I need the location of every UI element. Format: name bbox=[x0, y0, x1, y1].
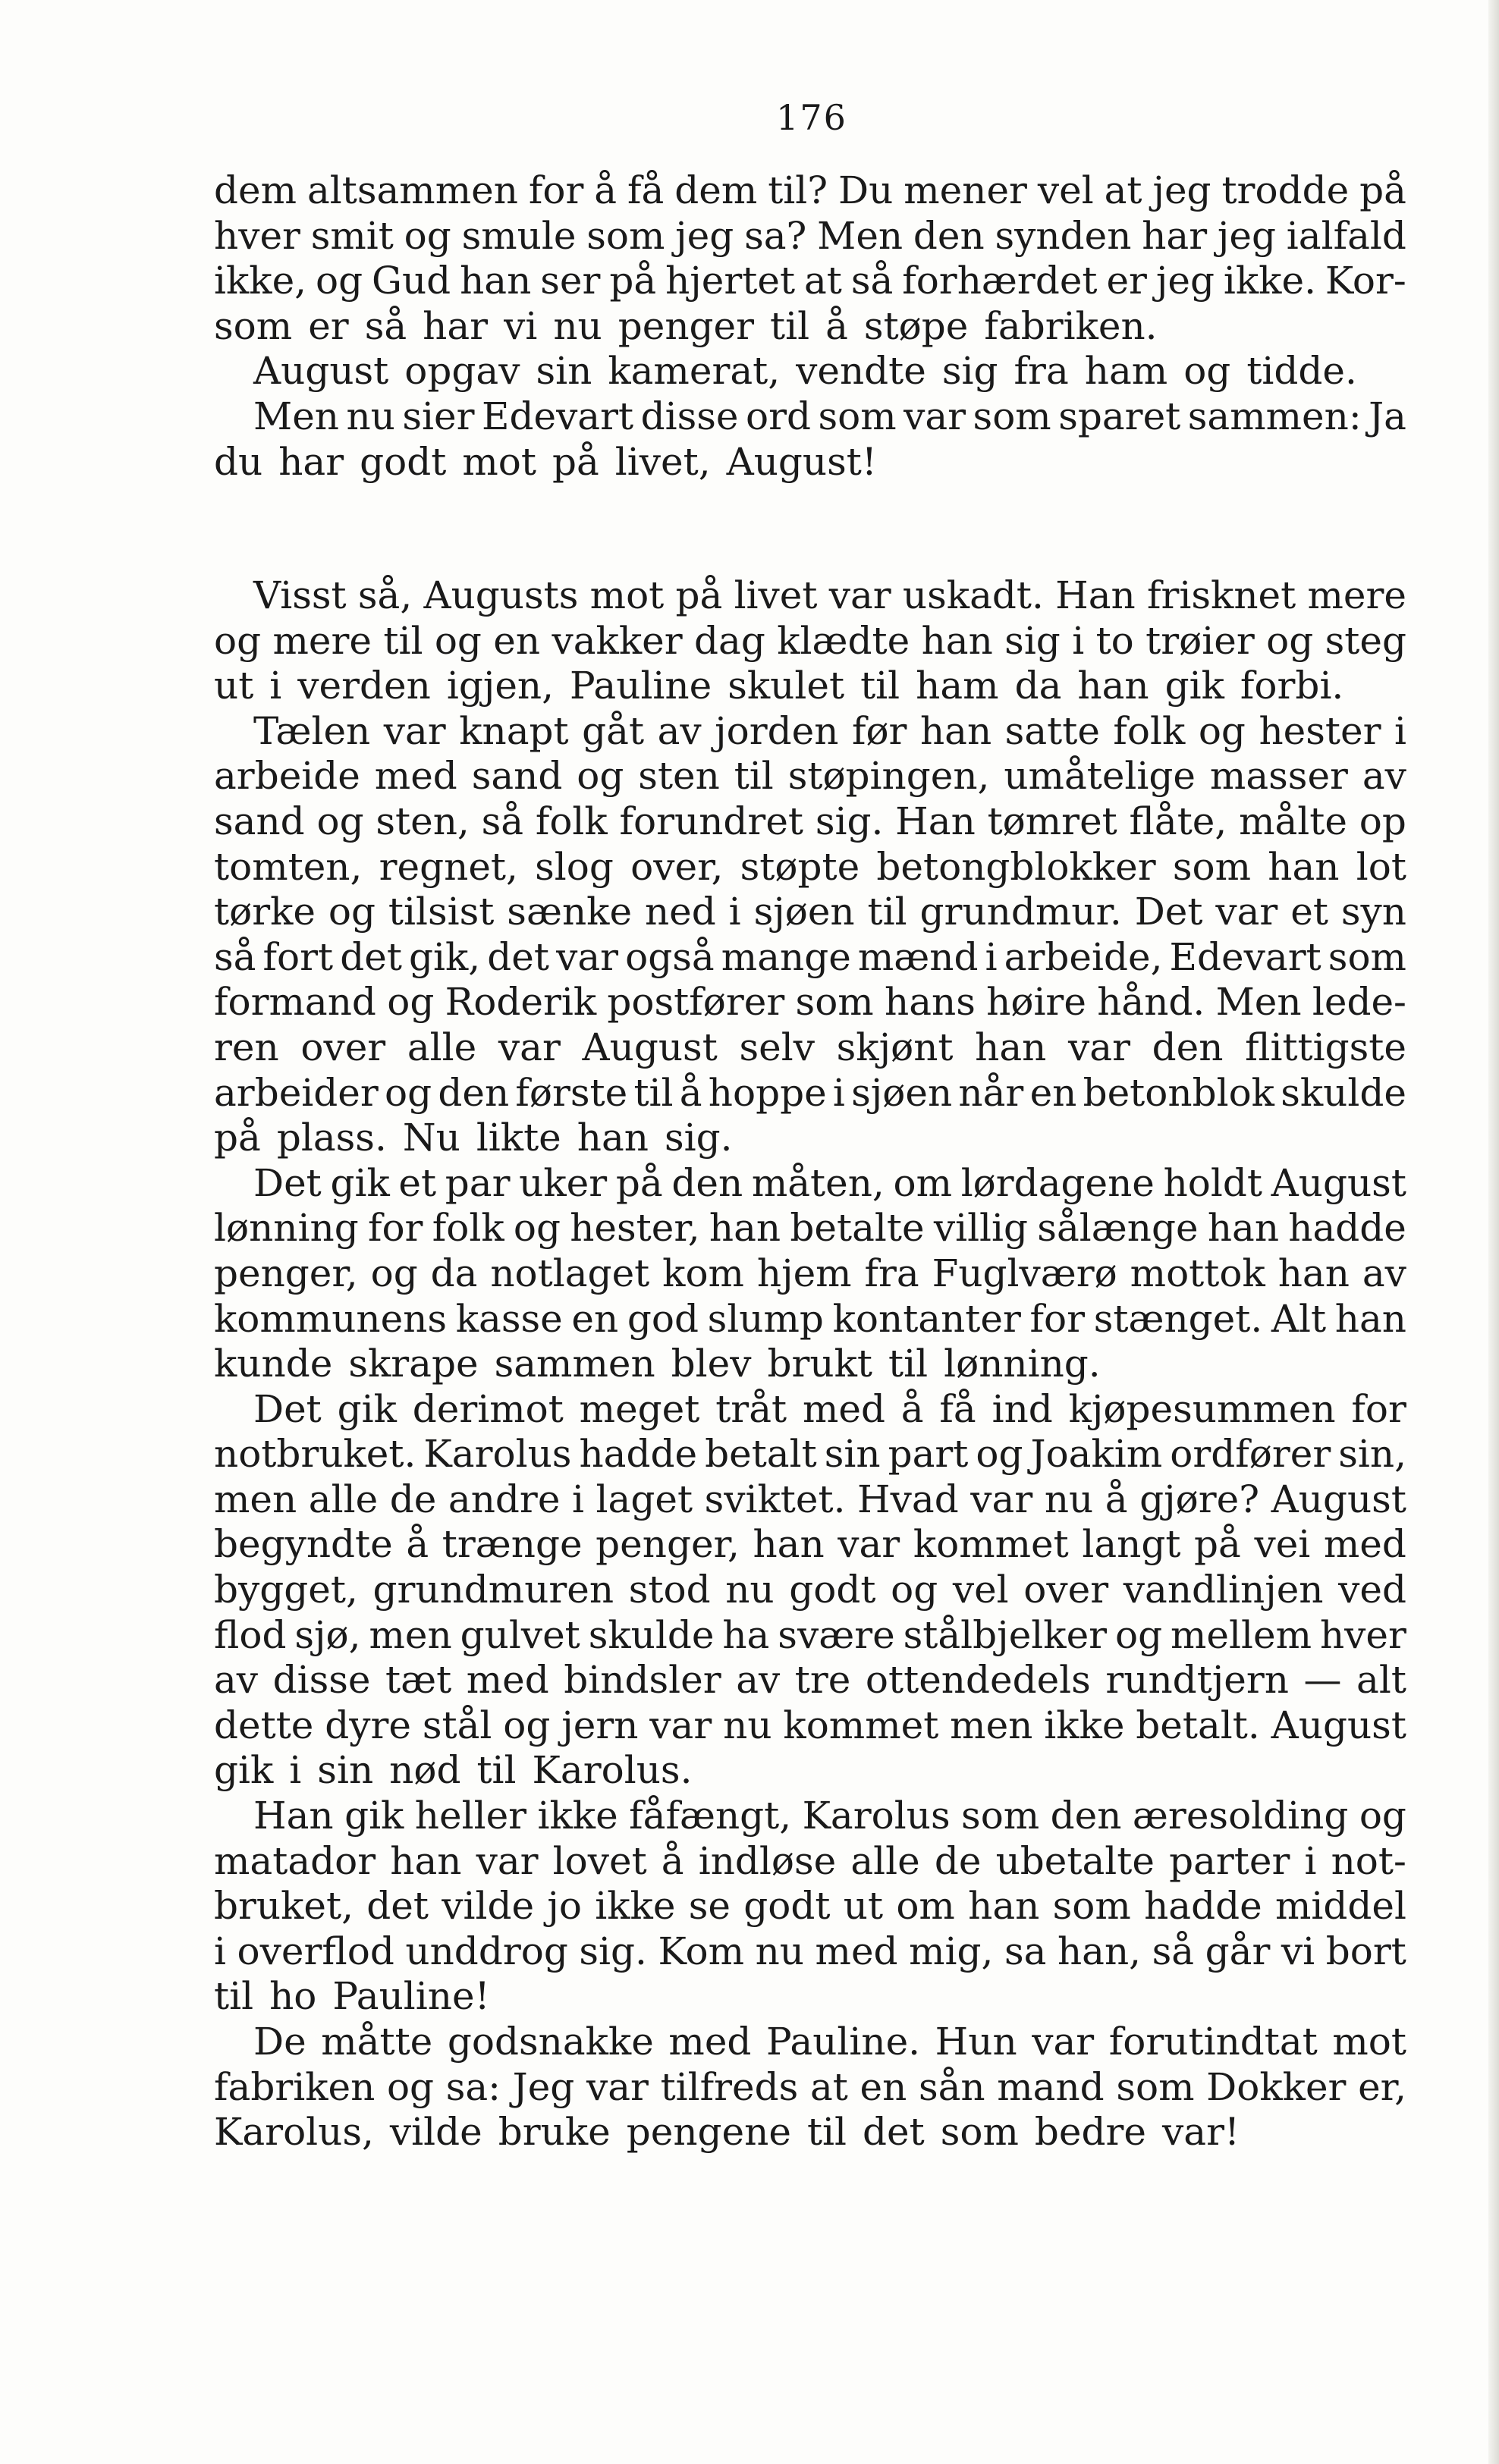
text-line: ren over alle var August selv skjønt han var den flittigste bbox=[214, 1025, 1406, 1069]
text-line: bygget, grundmuren stod nu godt og vel over vandlinjen ved bbox=[214, 1568, 1406, 1612]
text-line: Tælen var knapt gåt av jorden før han satte folk og hester i bbox=[253, 708, 1406, 753]
text-line: dem altsammen for å få dem til? Du mener vel at jeg trodde på bbox=[214, 168, 1406, 212]
text-line: ikke, og Gud han ser på hjertet at så forhærdet er jeg ikke. Kor- bbox=[214, 259, 1406, 303]
text-line: gik i sin nød til Karolus. bbox=[214, 1748, 693, 1793]
text-line: arbeider og den første til å hoppe i sjøen når en betonblok skulde bbox=[214, 1070, 1406, 1115]
text-line: men alle de andre i laget sviktet. Hvad var nu å gjøre? August bbox=[214, 1477, 1406, 1521]
text-line: begyndte å trænge penger, han var kommet langt på vei med bbox=[214, 1522, 1406, 1567]
text-line: dette dyre stål og jern var nu kommet men ikke betalt. August bbox=[214, 1703, 1406, 1747]
text-line: i overflod unddrog sig. Kom nu med mig, sa han, så går vi bort bbox=[214, 1929, 1406, 1973]
text-line: Det gik derimot meget tråt med å få ind kjøpesummen for bbox=[253, 1386, 1406, 1431]
text-line: til ho Pauline! bbox=[214, 1974, 490, 2019]
text-line: Han gik heller ikke fåfængt, Karolus som den æresolding og bbox=[253, 1794, 1406, 1838]
text-line: bruket, det vilde jo ikke se godt ut om han som hadde middel bbox=[214, 1884, 1406, 1929]
text-line: av disse tæt med bindsler av tre ottendedels rundtjern — alt bbox=[214, 1658, 1406, 1703]
page-number: 176 bbox=[776, 97, 847, 138]
text-line: flod sjø, men gulvet skulde ha svære stålbjelker og mellem hver bbox=[214, 1612, 1406, 1657]
text-section-2 bbox=[214, 573, 1406, 2155]
text-line: fabriken og sa: Jeg var tilfreds at en sån mand som Dokker er, bbox=[214, 2064, 1406, 2109]
text-line: August opgav sin kamerat, vendte sig fra ham og tidde. bbox=[253, 349, 1357, 394]
text-line: så fort det gik, det var også mange mænd i arbeide, Edevart som bbox=[214, 934, 1406, 979]
text-line: penger, og da notlaget kom hjem fra Fuglværø mottok han av bbox=[214, 1251, 1406, 1295]
text-line: ut i verden igjen, Pauline skulet til ham da han gik forbi. bbox=[214, 664, 1344, 708]
text-line: notbruket. Karolus hadde betalt sin part og Joakim ordfører sin, bbox=[214, 1432, 1406, 1477]
text-line: Men nu sier Edevart disse ord som var som sparet sammen: Ja bbox=[253, 394, 1406, 438]
text-line: tørke og tilsist sænke ned i sjøen til grundmur. Det var et syn bbox=[214, 890, 1406, 934]
text-line: kommunens kasse en god slump kontanter for stænget. Alt han bbox=[214, 1296, 1406, 1341]
text-section-1 bbox=[214, 168, 1406, 485]
text-line: arbeide med sand og sten til støpingen, umåtelige masser av bbox=[214, 754, 1406, 799]
text-line: på plass. Nu likte han sig. bbox=[214, 1116, 733, 1160]
text-line: kunde skrape sammen blev brukt til lønning. bbox=[214, 1342, 1101, 1386]
text-line: hver smit og smule som jeg sa? Men den synden har jeg ialfald bbox=[214, 213, 1406, 258]
text-line: formand og Roderik postfører som hans høire hånd. Men lede- bbox=[214, 980, 1406, 1025]
text-line: Karolus, vilde bruke pengene til det som bedre var! bbox=[214, 2110, 1240, 2155]
text-line: matador han var lovet å indløse alle de ubetalte parter i not- bbox=[214, 1838, 1406, 1883]
text-line: De måtte godsnakke med Pauline. Hun var forutindtat mot bbox=[253, 2020, 1406, 2064]
text-line: tomten, regnet, slog over, støpte betongblokker som han lot bbox=[214, 844, 1406, 889]
page-edge bbox=[1488, 0, 1499, 2464]
text-line: sand og sten, så folk forundret sig. Han tømret flåte, målte op bbox=[214, 799, 1406, 843]
text-line: Det gik et par uker på den måten, om lørdagene holdt August bbox=[253, 1160, 1406, 1205]
text-line: som er så har vi nu penger til å støpe fabriken. bbox=[214, 303, 1158, 348]
text-line: Visst så, Augusts mot på livet var uskadt. Han frisknet mere bbox=[253, 573, 1406, 617]
text-line: du har godt mot på livet, August! bbox=[214, 439, 877, 484]
text-line: lønning for folk og hester, han betalte villig sålænge han hadde bbox=[214, 1206, 1406, 1251]
text-line: og mere til og en vakker dag klædte han sig i to trøier og steg bbox=[214, 618, 1406, 663]
